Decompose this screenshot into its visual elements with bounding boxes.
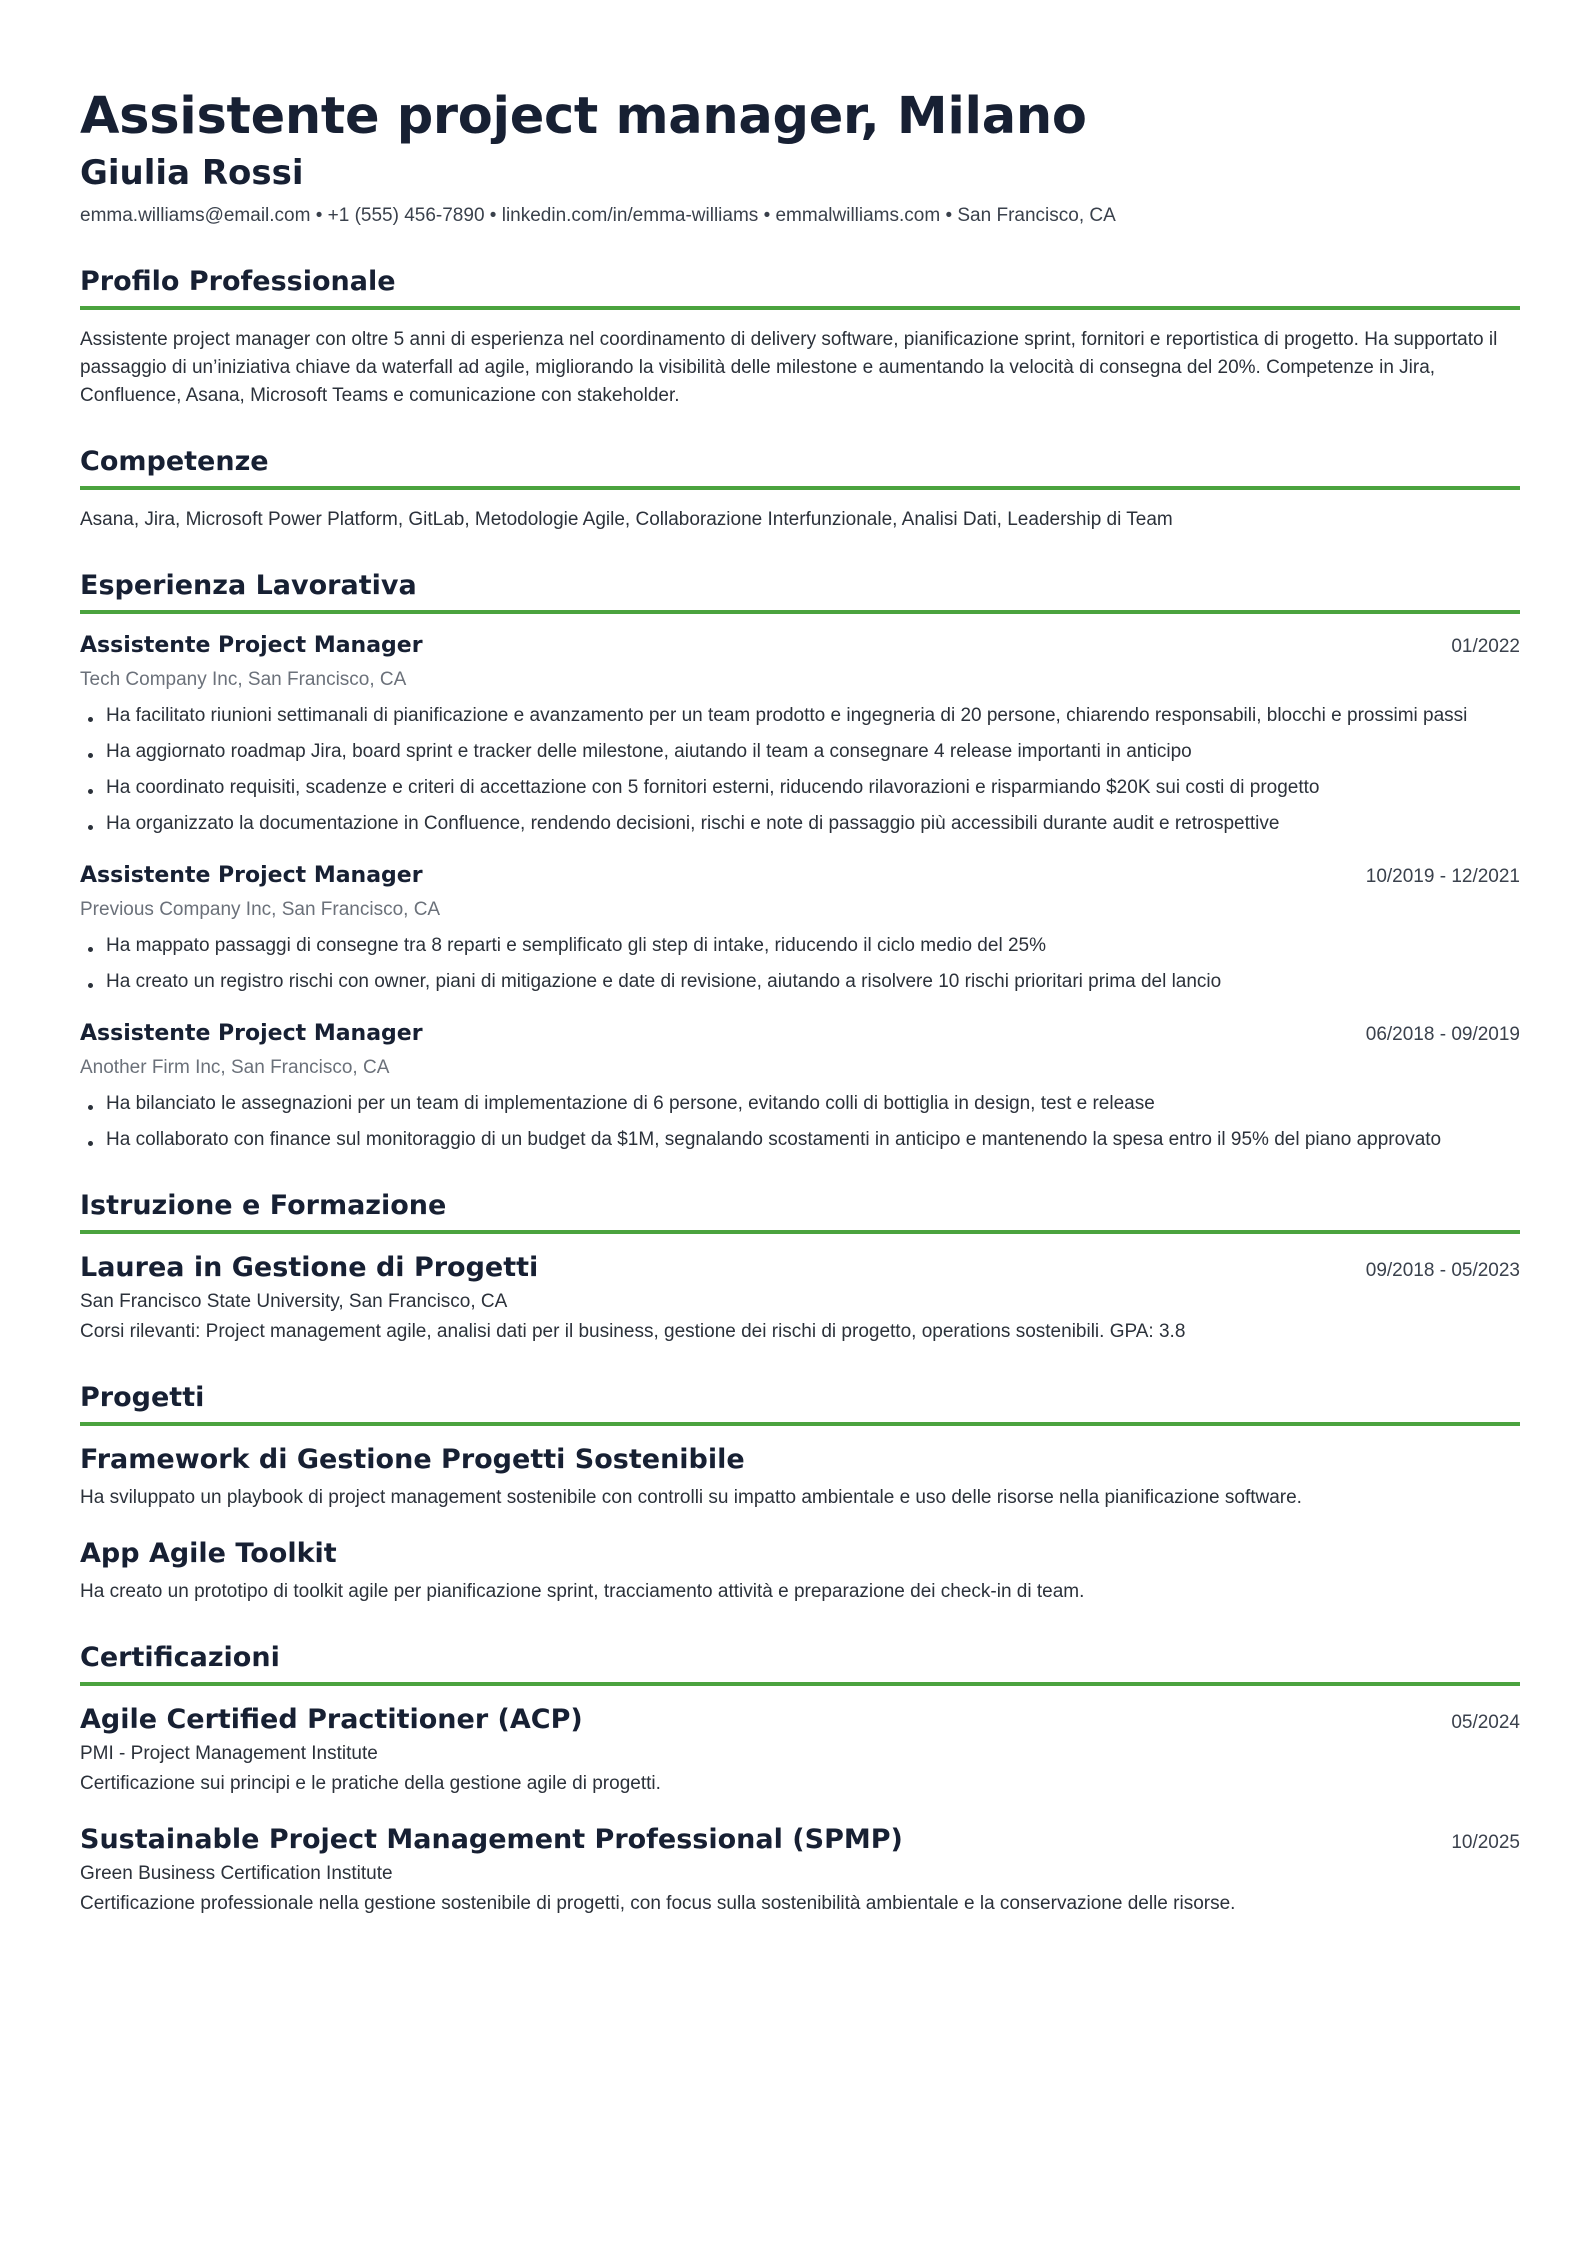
section-divider bbox=[80, 1230, 1520, 1234]
education-date: 09/2018 - 05/2023 bbox=[1365, 1260, 1520, 1281]
section-heading: Certificazioni bbox=[80, 1642, 280, 1673]
job-bullet: Ha aggiornato roadmap Jira, board sprint e tracker delle milestone, aiutando il team a consegnare 4 release importanti in anticipo bbox=[80, 738, 1520, 766]
certifications-section bbox=[80, 1640, 1520, 1918]
certification-entry bbox=[80, 1822, 1520, 1918]
certification-date: 05/2024 bbox=[1451, 1712, 1520, 1733]
project-entry bbox=[80, 1442, 1520, 1512]
contact-line: emma.williams@email.com • +1 (555) 456-7890 • linkedin.com/in/emma-williams • emmalwilliams.com • San Francisco, CA bbox=[80, 205, 1116, 226]
section-divider bbox=[80, 1422, 1520, 1426]
relevant-courses: Corsi rilevanti: Project management agile, analisi dati per il business, gestione dei rischi di progetto, operations sostenibili. GPA: 3.8 bbox=[80, 1321, 1186, 1342]
section-heading: Esperienza Lavorativa bbox=[80, 570, 417, 601]
job-company: Previous Company Inc, San Francisco, CA bbox=[80, 899, 441, 920]
job-bullet: Ha facilitato riunioni settimanali di pianificazione e avanzamento per un team prodotto e ingegneria di 20 persone, chiarendo responsabili, blocchi e prossimi passi bbox=[80, 702, 1520, 730]
certification-issuer: Green Business Certification Institute bbox=[80, 1863, 393, 1884]
profile-section bbox=[80, 264, 1520, 410]
project-description: Ha sviluppato un playbook di project management sostenibile con controlli su impatto ambientale e uso delle risorse nella pianificazione software. bbox=[80, 1487, 1302, 1508]
candidate-name: Giulia Rossi bbox=[80, 153, 304, 193]
job-date: 01/2022 bbox=[1451, 636, 1520, 657]
skills-list: Asana, Jira, Microsoft Power Platform, GitLab, Metodologie Agile, Collaborazione Interfunzionale, Analisi Dati, Leadership di Team bbox=[80, 509, 1173, 530]
job-entry bbox=[80, 1018, 1520, 1154]
job-company: Another Firm Inc, San Francisco, CA bbox=[80, 1057, 390, 1078]
school-name: San Francisco State University, San Francisco, CA bbox=[80, 1291, 508, 1312]
section-divider bbox=[80, 306, 1520, 310]
certification-description: Certificazione professionale nella gestione sostenibile di progetti, con focus sulla sostenibilità ambientale e la conservazione delle risorse. bbox=[80, 1893, 1236, 1914]
job-bullets bbox=[80, 1090, 1520, 1154]
certification-description: Certificazione sui principi e le pratiche della gestione agile di progetti. bbox=[80, 1773, 661, 1794]
job-title: Assistente Project Manager bbox=[80, 863, 423, 888]
resume-title: Assistente project manager, Milano bbox=[80, 87, 1087, 146]
certification-date: 10/2025 bbox=[1451, 1832, 1520, 1853]
section-divider bbox=[80, 486, 1520, 490]
job-entry bbox=[80, 860, 1520, 996]
job-date: 06/2018 - 09/2019 bbox=[1365, 1024, 1520, 1045]
certification-title: Agile Certified Practitioner (ACP) bbox=[80, 1704, 583, 1735]
section-heading: Profilo Professionale bbox=[80, 266, 396, 297]
job-bullets bbox=[80, 702, 1520, 838]
section-heading: Progetti bbox=[80, 1382, 205, 1413]
profile-summary: Assistente project manager con oltre 5 anni di esperienza nel coordinamento di delivery software, pianificazione sprint, fornitori e reportistica di progetto. Ha supportato il passaggio di un’iniziativa chiave da waterfall ad agile, migliorando la visibilità delle milestone e aumentando la velocità di consegna del 20%. Competenze in Jira, Confluence, Asana, Microsoft Teams e comunicazione con stakeholder. bbox=[80, 329, 1498, 406]
section-heading: Competenze bbox=[80, 446, 269, 477]
job-bullet: Ha organizzato la documentazione in Confluence, rendendo decisioni, rischi e note di passaggio più accessibili durante audit e retrospettive bbox=[80, 810, 1520, 838]
job-date: 10/2019 - 12/2021 bbox=[1365, 866, 1520, 887]
job-bullet: Ha collaborato con finance sul monitoraggio di un budget da $1M, segnalando scostamenti in anticipo e mantenendo la spesa entro il 95% del piano approvato bbox=[80, 1126, 1520, 1154]
project-description: Ha creato un prototipo di toolkit agile per pianificazione sprint, tracciamento attività e preparazione dei check-in di team. bbox=[80, 1581, 1085, 1602]
job-title: Assistente Project Manager bbox=[80, 633, 423, 658]
job-bullet: Ha mappato passaggi di consegne tra 8 reparti e semplificato gli step di intake, riducendo il ciclo medio del 25% bbox=[80, 932, 1520, 960]
job-bullet: Ha bilanciato le assegnazioni per un team di implementazione di 6 persone, evitando colli di bottiglia in design, test e release bbox=[80, 1090, 1520, 1118]
section-heading: Istruzione e Formazione bbox=[80, 1190, 447, 1221]
project-title: App Agile Toolkit bbox=[80, 1538, 337, 1569]
education-section bbox=[80, 1188, 1520, 1346]
section-divider bbox=[80, 610, 1520, 614]
education-entry bbox=[80, 1250, 1520, 1346]
certification-title: Sustainable Project Management Professional (SPMP) bbox=[80, 1824, 903, 1855]
experience-section bbox=[80, 568, 1520, 1154]
degree-title: Laurea in Gestione di Progetti bbox=[80, 1252, 539, 1283]
certification-issuer: PMI - Project Management Institute bbox=[80, 1743, 378, 1764]
projects-section bbox=[80, 1380, 1520, 1606]
job-bullets bbox=[80, 932, 1520, 996]
job-bullet: Ha coordinato requisiti, scadenze e criteri di accettazione con 5 fornitori esterni, riducendo rilavorazioni e risparmiando $20K sui costi di progetto bbox=[80, 774, 1520, 802]
certification-entry bbox=[80, 1702, 1520, 1798]
job-entry bbox=[80, 630, 1520, 838]
project-title: Framework di Gestione Progetti Sostenibile bbox=[80, 1444, 745, 1475]
job-bullet: Ha creato un registro rischi con owner, piani di mitigazione e date di revisione, aiutando a risolvere 10 rischi prioritari prima del lancio bbox=[80, 968, 1520, 996]
job-title: Assistente Project Manager bbox=[80, 1021, 423, 1046]
section-divider bbox=[80, 1682, 1520, 1686]
project-entry bbox=[80, 1536, 1520, 1606]
job-company: Tech Company Inc, San Francisco, CA bbox=[80, 669, 407, 690]
skills-section bbox=[80, 444, 1520, 534]
